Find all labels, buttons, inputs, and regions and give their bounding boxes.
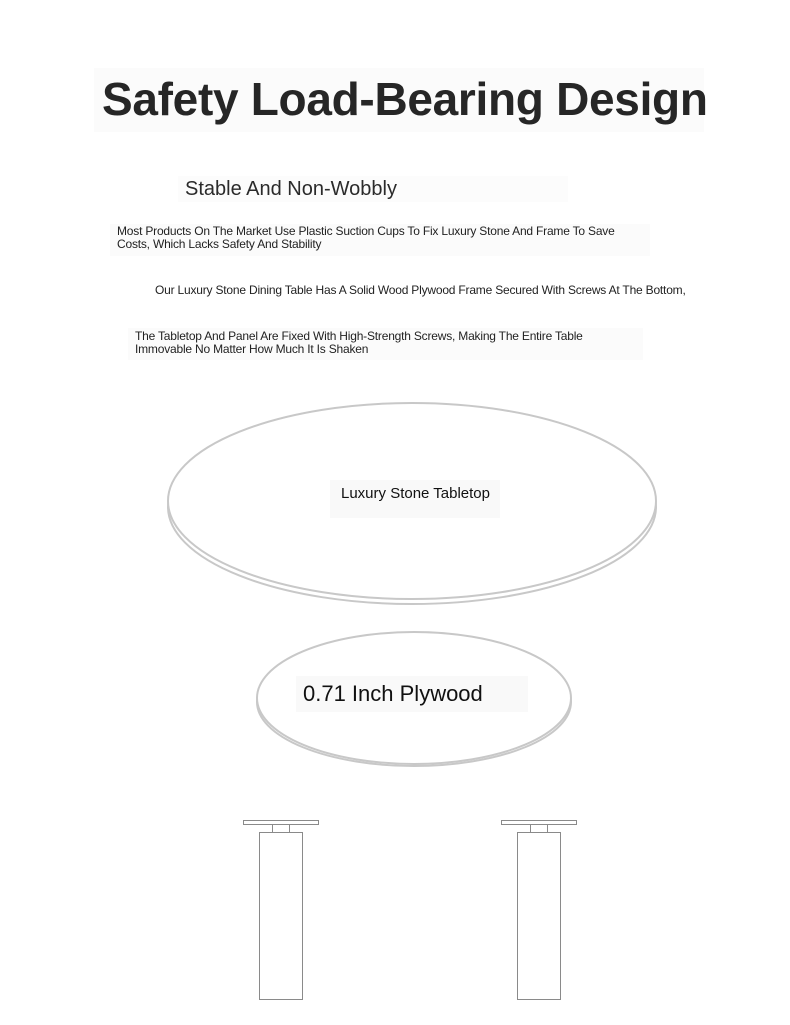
page-title: Safety Load-Bearing Design bbox=[102, 73, 708, 125]
paragraph-plywood-frame: Our Luxury Stone Dining Table Has A Solid Wood Plywood Frame Secured With Screws At The Bottom, bbox=[155, 283, 686, 297]
leg-mount-plate bbox=[244, 821, 319, 825]
subheading: Stable And Non-Wobbly bbox=[185, 178, 397, 200]
leg-mount-plate bbox=[502, 821, 577, 825]
plywood-label: 0.71 Inch Plywood bbox=[303, 681, 483, 706]
table-leg-left bbox=[244, 821, 319, 1000]
paragraph-high-strength-screws: The Tabletop And Panel Are Fixed With High-Strength Screws, Making The Entire Table Immovable No Matter How Much It Is Shaken bbox=[135, 329, 583, 356]
paragraph-suction-cups: Most Products On The Market Use Plastic Suction Cups To Fix Luxury Stone And Frame To Save Costs, Which Lacks Safety And Stability bbox=[117, 224, 615, 251]
leg-connector bbox=[531, 825, 548, 833]
leg-post bbox=[518, 833, 561, 1000]
table-leg-right bbox=[502, 821, 577, 1000]
leg-post bbox=[260, 833, 303, 1000]
tabletop-label: Luxury Stone Tabletop bbox=[341, 485, 490, 502]
leg-connector bbox=[273, 825, 290, 833]
